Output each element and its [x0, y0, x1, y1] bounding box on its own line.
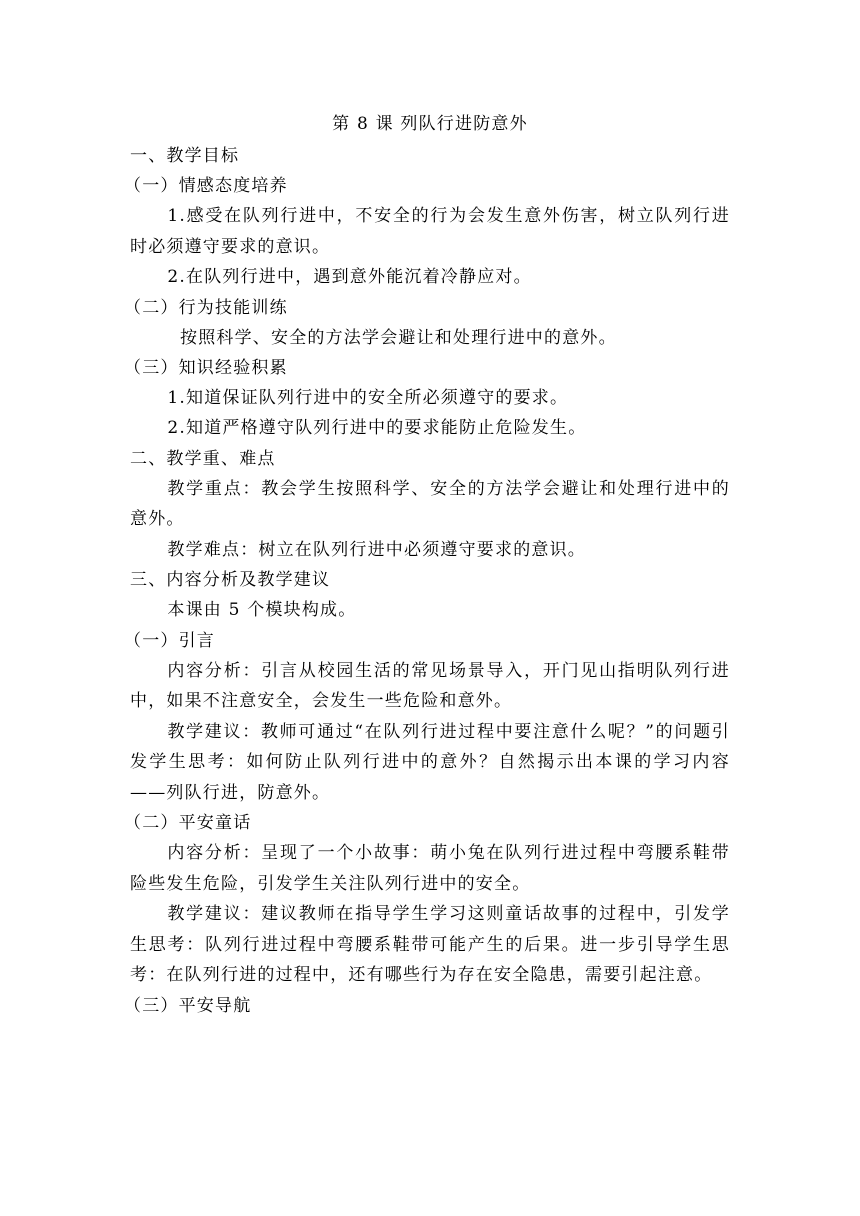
page-title: 第 8 课 列队行进防意外: [332, 114, 528, 134]
paragraph: 本课由 5 个模块构成。: [167, 600, 357, 620]
subsection-heading-3-2: （二）平安童话: [124, 813, 252, 833]
section-heading-2: 二、教学重、难点: [130, 448, 276, 469]
subsection-heading-1-3: （三）知识经验积累: [124, 357, 288, 378]
subsection-heading-3-3: （三）平安导航: [124, 995, 252, 1016]
section-heading-1: 一、教学目标: [130, 146, 240, 166]
paragraph: 教学重点：教会学生按照科学、安全的方法学会避让和处理行进中的意外。: [130, 478, 730, 529]
paragraph: 内容分析：呈现了一个小故事：萌小兔在队列行进过程中弯腰系鞋带险些发生危险，引发学生关注队列行进中的安全。: [130, 843, 730, 894]
subsection-heading-3-1: （一）引言: [124, 630, 215, 651]
paragraph: 2.在队列行进中，遇到意外能沉着冷静应对。: [167, 267, 532, 287]
paragraph: 教学建议：教师可通过“在队列行进过程中要注意什么呢？”的问题引发学生思考：如何防止队列行进中的意外？自然揭示出本课的学习内容——列队行进，防意外。: [130, 721, 730, 803]
paragraph: 教学建议：建议教师在指导学生学习这则童话故事的过程中，引发学生思考：队列行进过程中弯腰系鞋带可能产生的后果。进一步引导学生思考：在队列行进的过程中，还有哪些行为存在安全隐患，需要引起注意。: [130, 904, 730, 985]
paragraph: 教学难点：树立在队列行进中必须遵守要求的意识。: [167, 539, 586, 560]
section-heading-3: 三、内容分析及教学建议: [130, 570, 331, 590]
paragraph: 内容分析：引言从校园生活的常见场景导入，开门见山指明队列行进中，如果不注意安全，会发生一些危险和意外。: [130, 660, 730, 711]
subsection-heading-1-1: （一）情感态度培养: [124, 176, 288, 196]
document-body: [124, 109, 730, 1021]
paragraph: 按照科学、安全的方法学会避让和处理行进中的意外。: [180, 327, 617, 348]
subsection-heading-1-2: （二）行为技能训练: [124, 297, 288, 318]
paragraph: 2.知道严格遵守队列行进中的要求能防止危险发生。: [167, 418, 587, 438]
paragraph: 1.感受在队列行进中，不安全的行为会发生意外伤害，树立队列行进时必须遵守要求的意识。: [130, 206, 730, 257]
paragraph: 1.知道保证队列行进中的安全所必须遵守的要求。: [167, 387, 569, 408]
